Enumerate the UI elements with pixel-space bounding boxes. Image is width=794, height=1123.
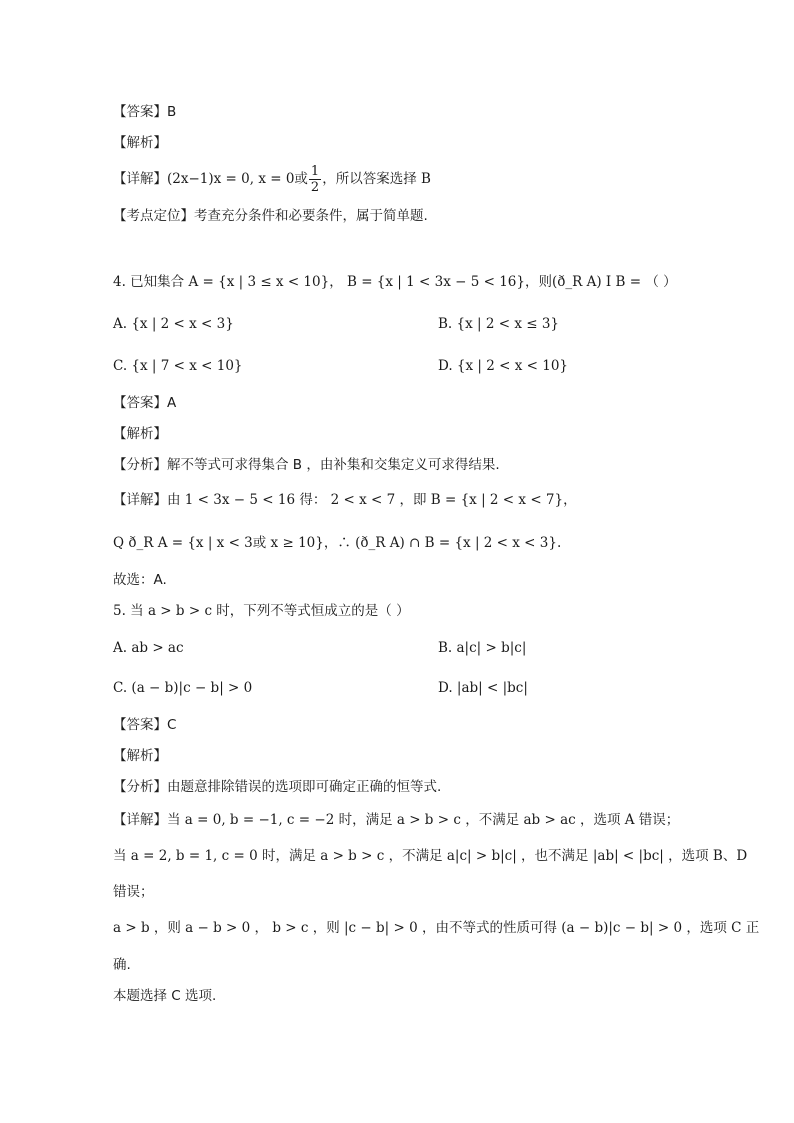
option-5c: C. (a − b)|c − b| > 0 bbox=[113, 680, 253, 696]
answer-line: 【答案】B bbox=[113, 104, 177, 120]
fraction-denominator: 2 bbox=[310, 180, 320, 195]
detail-text-end: ，所以答案选择 B bbox=[322, 171, 431, 187]
detail-line-5: 【详解】当 a = 0, b = −1, c = −2 时，满足 a > b > c ，不满足 ab > ac ，选项 A 错误； bbox=[113, 812, 680, 828]
detail-line-4b: Q ð_R A = {x | x < 3或 x ≥ 10}，∴ (ð_R A) ∩ B = {x | 2 < x < 3}. bbox=[113, 535, 562, 551]
detail-line bbox=[113, 164, 431, 195]
option-5d: D. |ab| < |bc| bbox=[438, 680, 528, 696]
detail-line-5d: a > b ，则 a − b > 0 ， b > c ，则 |c − b| > 0 ，由不等式的性质可得 (a − b)|c − b| > 0 ，选项 C 正 bbox=[113, 920, 760, 936]
detail-line-4: 【详解】由 1 < 3x − 5 < 16 得： 2 < x < 7 ，即 B = {x | 2 < x < 7}， bbox=[113, 492, 577, 508]
fenxi-line-5: 【分析】由题意排除错误的选项即可确定正确的恒等式. bbox=[113, 779, 442, 795]
answer-line-5: 【答案】C bbox=[113, 717, 177, 733]
option-5b: B. a|c| > b|c| bbox=[438, 640, 527, 656]
analysis-header-4: 【解析】 bbox=[113, 426, 167, 442]
detail-line-5e: 确. bbox=[113, 957, 131, 973]
option-4c: C. {x | 7 < x < 10} bbox=[113, 358, 243, 374]
fraction bbox=[309, 164, 321, 195]
conclusion-4: 故选：A. bbox=[113, 572, 167, 588]
option-4a: A. {x | 2 < x < 3} bbox=[113, 316, 234, 332]
detail-line-5c: 错误； bbox=[113, 884, 154, 900]
fenxi-line-4: 【分析】解不等式可求得集合 B ，由补集和交集定义可求得结果. bbox=[113, 457, 500, 473]
kaodian-line: 【考点定位】考查充分条件和必要条件，属于简单题. bbox=[113, 208, 428, 224]
detail-text: 【详解】(2x−1)x = 0, x = 0或 bbox=[113, 171, 308, 187]
option-5a: A. ab > ac bbox=[113, 640, 184, 656]
fraction-numerator: 1 bbox=[310, 164, 320, 179]
question-5: 5. 当 a > b > c 时，下列不等式恒成立的是（ ） bbox=[113, 603, 410, 619]
option-4d: D. {x | 2 < x < 10} bbox=[438, 358, 569, 374]
option-4b: B. {x | 2 < x ≤ 3} bbox=[438, 316, 560, 332]
detail-line-5b: 当 a = 2, b = 1, c = 0 时，满足 a > b > c ，不满足 a|c| > b|c| ，也不满足 |ab| < |bc| ，选项 B、D bbox=[113, 848, 748, 864]
question-4: 4. 已知集合 A = {x | 3 ≤ x < 10}， B = {x | 1 < 3x − 5 < 16}，则(ð_R A) I B = （ ） bbox=[113, 274, 677, 290]
analysis-header-5: 【解析】 bbox=[113, 748, 167, 764]
answer-line-4: 【答案】A bbox=[113, 395, 177, 411]
conclusion-5: 本题选择 C 选项. bbox=[113, 988, 217, 1004]
analysis-header: 【解析】 bbox=[113, 135, 167, 151]
